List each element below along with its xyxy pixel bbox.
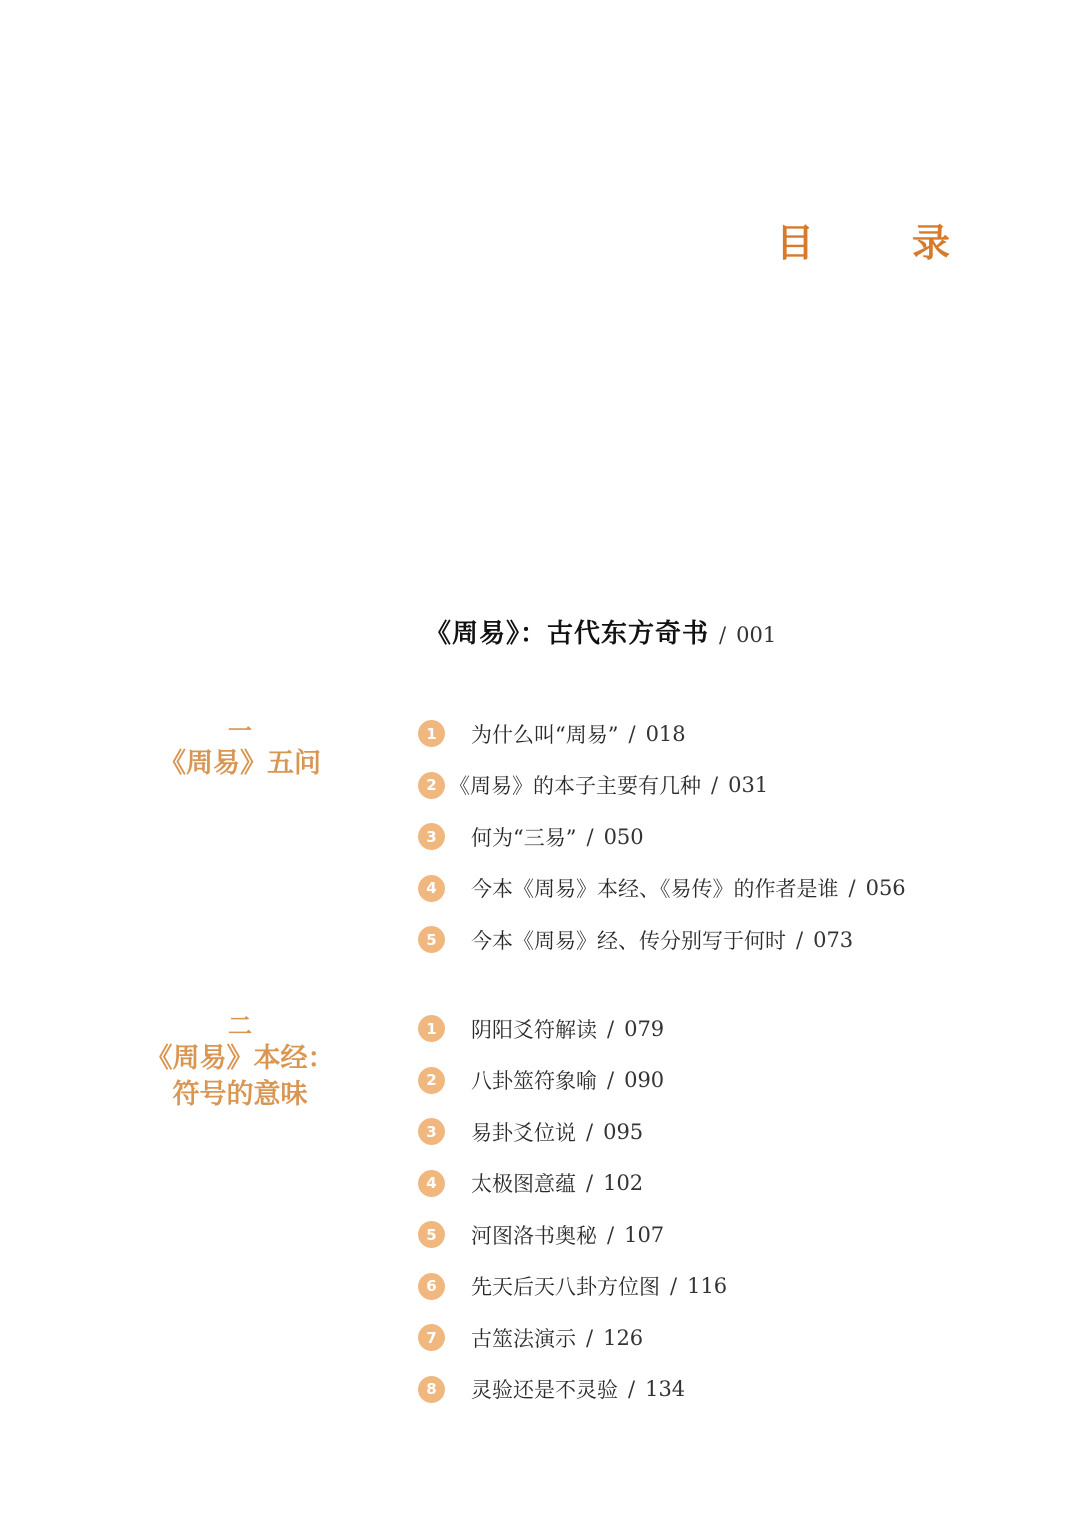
entry-separator: / bbox=[628, 1377, 636, 1402]
toc-entry[interactable] bbox=[418, 811, 906, 863]
number-badge: 1 bbox=[418, 1015, 445, 1042]
chapter-name-line-2: 符号的意味 bbox=[172, 1079, 308, 1110]
intro-title: 《周易》：古代东方奇书 bbox=[425, 619, 710, 649]
entry-separator: / bbox=[628, 721, 636, 746]
entry-separator: / bbox=[796, 927, 804, 952]
chapter-2-list bbox=[418, 1003, 727, 1415]
entry-page-number: 031 bbox=[728, 773, 769, 798]
entry-title: 今本《周易》经、传分别写于何时 bbox=[471, 928, 786, 953]
intro-page-number: 001 bbox=[736, 623, 777, 647]
number-badge: 8 bbox=[418, 1376, 445, 1403]
entry-page-number: 018 bbox=[645, 721, 686, 746]
entry-page-number: 102 bbox=[603, 1171, 644, 1196]
toc-entry[interactable] bbox=[418, 1209, 727, 1261]
toc-entry[interactable] bbox=[418, 1106, 727, 1158]
number-badge: 4 bbox=[418, 1170, 445, 1197]
entry-title: 易卦爻位说 bbox=[471, 1120, 576, 1145]
chapter-2-heading bbox=[120, 1011, 360, 1113]
entry-separator: / bbox=[670, 1274, 678, 1299]
toc-entry[interactable] bbox=[418, 863, 906, 915]
entry-page-number: 126 bbox=[603, 1325, 644, 1350]
chapter-number: 二 bbox=[228, 1011, 252, 1040]
entry-separator: / bbox=[711, 773, 719, 798]
entry-page-number: 079 bbox=[624, 1016, 665, 1041]
page-title: 目 录 bbox=[776, 220, 981, 265]
number-badge: 3 bbox=[418, 1118, 445, 1145]
chapter-1-heading bbox=[120, 716, 360, 782]
number-badge: 5 bbox=[418, 926, 445, 953]
entry-page-number: 095 bbox=[603, 1119, 644, 1144]
entry-title: 今本《周易》本经、《易传》的作者是谁 bbox=[471, 877, 839, 902]
chapter-1-list bbox=[418, 708, 906, 966]
toc-entry[interactable] bbox=[418, 1364, 727, 1416]
chapter-name-line-1: 《周易》本经： bbox=[145, 1043, 335, 1074]
entry-separator: / bbox=[586, 824, 594, 849]
entry-title: 何为“三易” bbox=[471, 825, 577, 850]
number-badge: 4 bbox=[418, 875, 445, 902]
toc-entry[interactable] bbox=[418, 914, 906, 966]
chapter-name: 《周易》五问 bbox=[159, 748, 321, 779]
number-badge: 6 bbox=[418, 1273, 445, 1300]
entry-page-number: 116 bbox=[687, 1274, 728, 1299]
toc-entry[interactable] bbox=[418, 1055, 727, 1107]
intro-separator: / bbox=[719, 623, 727, 647]
toc-entry[interactable] bbox=[418, 1261, 727, 1313]
entry-title: 先天后天八卦方位图 bbox=[471, 1275, 660, 1300]
toc-entry[interactable] bbox=[418, 1003, 727, 1055]
entry-separator: / bbox=[586, 1325, 594, 1350]
entry-title: 《周易》的本子主要有几种 bbox=[449, 774, 701, 799]
toc-entry[interactable] bbox=[418, 1158, 727, 1210]
toc-entry[interactable] bbox=[418, 760, 906, 812]
number-badge: 2 bbox=[418, 772, 445, 799]
number-badge: 5 bbox=[418, 1221, 445, 1248]
entry-page-number: 073 bbox=[813, 927, 854, 952]
entry-title: 阴阳爻符解读 bbox=[471, 1017, 597, 1042]
entry-page-number: 134 bbox=[645, 1377, 686, 1402]
toc-entry[interactable] bbox=[418, 1312, 727, 1364]
entry-separator: / bbox=[586, 1171, 594, 1196]
chapter-number: 一 bbox=[228, 716, 252, 745]
number-badge: 2 bbox=[418, 1067, 445, 1094]
entry-title: 河图洛书奥秘 bbox=[471, 1223, 597, 1248]
entry-separator: / bbox=[607, 1016, 615, 1041]
number-badge: 3 bbox=[418, 823, 445, 850]
entry-page-number: 050 bbox=[603, 824, 644, 849]
entry-separator: / bbox=[848, 876, 856, 901]
number-badge: 1 bbox=[418, 720, 445, 747]
entry-page-number: 090 bbox=[624, 1068, 665, 1093]
entry-page-number: 107 bbox=[624, 1222, 665, 1247]
entry-page-number: 056 bbox=[865, 876, 906, 901]
entry-title: 古筮法演示 bbox=[471, 1326, 576, 1351]
entry-separator: / bbox=[586, 1119, 594, 1144]
toc-entry[interactable] bbox=[418, 708, 906, 760]
entry-title: 灵验还是不灵验 bbox=[471, 1378, 618, 1403]
toc-intro-entry[interactable] bbox=[425, 613, 776, 650]
entry-title: 八卦筮符象喻 bbox=[471, 1069, 597, 1094]
number-badge: 7 bbox=[418, 1324, 445, 1351]
entry-separator: / bbox=[607, 1222, 615, 1247]
entry-title: 太极图意蕴 bbox=[471, 1172, 576, 1197]
entry-title: 为什么叫“周易” bbox=[471, 722, 619, 747]
entry-separator: / bbox=[607, 1068, 615, 1093]
